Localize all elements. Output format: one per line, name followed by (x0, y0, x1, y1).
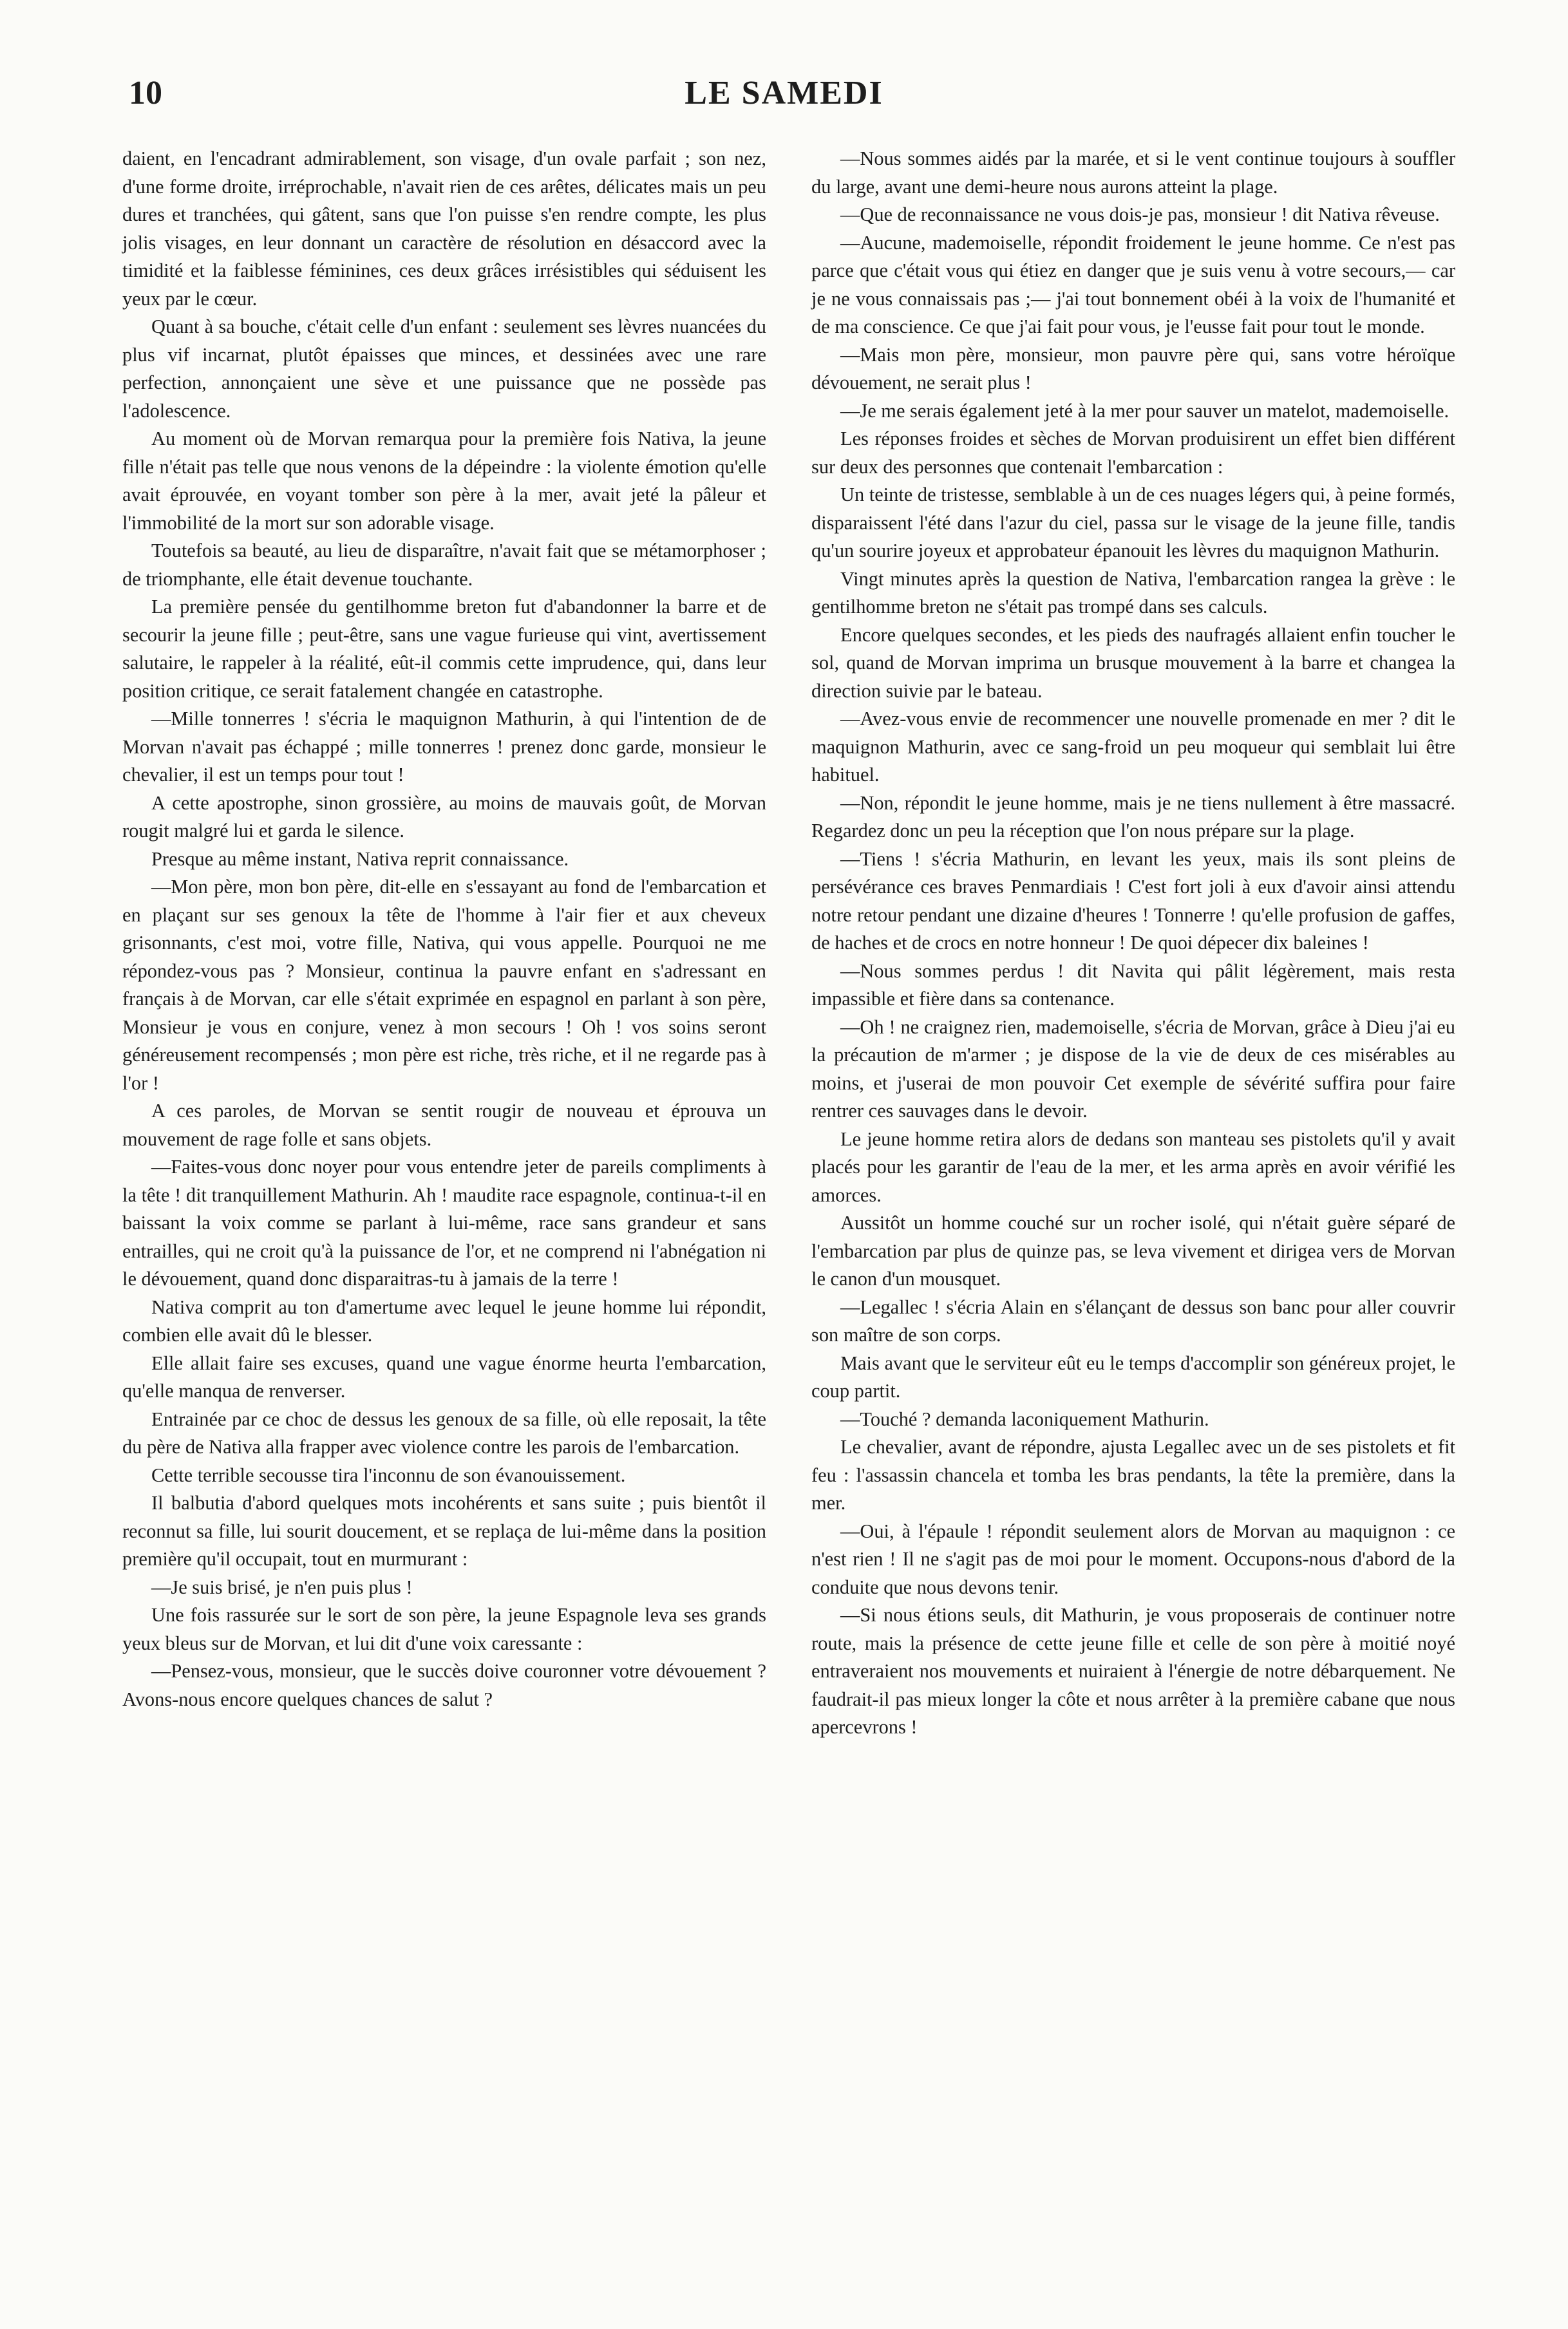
paragraph: —Non, répondit le jeune homme, mais je ne tiens nullement à être massacré. Regardez donc un peu la réception que l'on nous prépare sur la plage. (811, 791, 1455, 842)
paragraph: daient, en l'encadrant admirablement, son visage, d'un ovale parfait ; son nez, d'une forme droite, irréprochable, n'avait rien de ces arêtes, délicates mais un peu dures et tranchées, qui gâtent, sans que l'on puisse s'en rendre compte, les plus jolis visages, en leur donnant un caractère de résolution en désaccord avec la timidité et la faiblesse féminines, ces deux grâces irrésistibles qui séduisent les yeux par le cœur. (122, 147, 766, 310)
paragraph: La première pensée du gentilhomme breton fut d'abandonner la barre et de secourir la jeune fille ; peut-être, sans une vague furieuse qui vint, avertissement salutaire, le rappeler à la réalité, eût-il commis cette imprudence, qui, dans leur position critique, ce serait fatalement changée en catastrophe. (122, 596, 766, 702)
paragraph: —Pensez-vous, monsieur, que le succès doive couronner votre dévouement ? Avons-nous encore quelques chances de salut ? (122, 1660, 766, 1710)
paragraph: Presque au même instant, Nativa reprit connaissance. (151, 847, 569, 870)
paragraph: Les réponses froides et sèches de Morvan produisirent un effet bien différent sur deux des personnes que contenait l'embarcation : (811, 428, 1455, 478)
paragraph: —Que de reconnaissance ne vous dois-je pas, monsieur ! dit Nativa rêveuse. (840, 203, 1440, 225)
left-column (122, 145, 766, 1713)
paragraph: —Mais mon père, monsieur, mon pauvre père qui, sans votre héroïque dévouement, ne serait plus ! (811, 343, 1455, 393)
paragraph: Elle allait faire ses excuses, quand une vague énorme heurta l'embarcation, qu'elle manqua de renverser. (122, 1352, 766, 1402)
paragraph: —Faites-vous donc noyer pour vous entendre jeter de pareils compliments à la tête ! dit tranquillement Mathurin. Ah ! maudite race espagnole, continua-t-il en baissant la voix comme se parlant à lui-même, race sans grandeur et sans entrailles, qui ne croit qu'à la puissance de l'or, et ne comprend ni l'abnégation ni le dévouement, quand donc disparaitras-tu à jamais de la terre ! (122, 1156, 766, 1290)
paragraph: —Nous sommes aidés par la marée, et si le vent continue toujours à souffler du large, avant une demi-heure nous aurons atteint la plage. (811, 147, 1455, 198)
paragraph: —Mon père, mon bon père, dit-elle en s'essayant au fond de l'embarcation et en plaçant sur ses genoux la tête de l'homme à l'air fier et aux cheveux grisonnants, c'est moi, votre fille, Nativa, qui vous appelle. Pourquoi ne me répondez-vous pas ? Monsieur, continua la pauvre enfant en s'adressant en français à de Morvan, car elle s'était exprimée en espagnol en parlant à son père, Monsieur je vous en conjure, venez à mon secours ! Oh ! vos soins seront généreusement recompensés ; mon père est riche, très riche, et il ne regarde pas à l'or ! (122, 876, 766, 1094)
paragraph: Mais avant que le serviteur eût eu le temps d'accomplir son généreux projet, le coup partit. (811, 1352, 1455, 1402)
paragraph: Encore quelques secondes, et les pieds des naufragés allaient enfin toucher le sol, quand de Morvan imprima un brusque mouvement à la barre et changea la direction suivie par le bateau. (811, 623, 1455, 702)
page-header (0, 0, 1568, 167)
paragraph: —Aucune, mademoiselle, répondit froidement le jeune homme. Ce n'est pas parce que c'était vous qui étiez en danger que je suis venu à votre secours,— car je ne vous connaissais pas ;— j'ai tout bonnement obéi à la voix de l'humanité et de ma conscience. Ce que j'ai fait pour vous, je l'eusse fait pour tout le monde. (811, 231, 1455, 337)
running-title: LE SAMEDI (685, 75, 883, 111)
paragraph: —Touché ? demanda laconiquement Mathurin. (840, 1408, 1209, 1430)
right-column (811, 145, 1455, 1742)
paragraph: Une fois rassurée sur le sort de son père, la jeune Espagnole leva ses grands yeux bleus sur de Morvan, et lui dit d'une voix caressante : (122, 1604, 766, 1654)
paragraph: Aussitôt un homme couché sur un rocher isolé, qui n'était guère séparé de l'embarcation par plus de quinze pas, se leva vivement et dirigea vers de Morvan le canon d'un mousquet. (811, 1212, 1455, 1290)
paragraph: —Si nous étions seuls, dit Mathurin, je vous proposerais de continuer notre route, mais la présence de cette jeune fille et celle de son père à moitié noyé entraveraient nos mouvements et nuiraient à l'énergie de notre débarquement. Ne faudrait-il pas mieux longer la côte et nous arrêter à la première cabane que nous apercevrons ! (811, 1604, 1455, 1738)
paragraph: Au moment où de Morvan remarqua pour la première fois Nativa, la jeune fille n'était pas telle que nous venons de la dépeindre : la violente émotion qu'elle avait éprouvée, en voyant tomber son père à la mer, avait jeté la pâleur et l'immobilité de la mort sur son adorable visage. (122, 428, 766, 534)
paragraph: Vingt minutes après la question de Nativa, l'embarcation rangea la grève : le gentilhomme breton ne s'était pas trompé dans ses calculs. (811, 567, 1455, 618)
paragraph: Nativa comprit au ton d'amertume avec lequel le jeune homme lui répondit, combien elle avait dû le blesser. (122, 1296, 766, 1346)
paragraph: —Je me serais également jeté à la mer pour sauver un matelot, mademoiselle. (840, 399, 1450, 422)
paragraph: Cette terrible secousse tira l'inconnu de son évanouissement. (151, 1464, 626, 1486)
paragraph: Il balbutia d'abord quelques mots incohérents et sans suite ; puis bientôt il reconnut sa fille, lui sourit doucement, et se replaça de lui-même dans la position première qu'il occupait, tout en murmurant : (122, 1492, 766, 1570)
paragraph: Entrainée par ce choc de dessus les genoux de sa fille, où elle reposait, la tête du père de Nativa alla frapper avec violence contre les parois de l'embarcation. (122, 1408, 766, 1458)
paragraph: A cette apostrophe, sinon grossière, au moins de mauvais goût, de Morvan rougit malgré lui et garda le silence. (122, 791, 766, 842)
paragraph: —Mille tonnerres ! s'écria le maquignon Mathurin, à qui l'intention de de Morvan n'avait pas échappé ; mille tonnerres ! prenez donc garde, monsieur le chevalier, il est un temps pour tout ! (122, 708, 766, 786)
paragraph: —Nous sommes perdus ! dit Navita qui pâlit légèrement, mais resta impassible et fière dans sa contenance. (811, 959, 1455, 1010)
page-number: 10 (129, 75, 162, 111)
paragraph: Toutefois sa beauté, au lieu de disparaître, n'avait fait que se métamorphoser ; de triomphante, elle était devenue touchante. (122, 540, 766, 590)
paragraph: Le chevalier, avant de répondre, ajusta Legallec avec un de ses pistolets et fit feu : l'assassin chancela et tomba les bras pendants, la tête la première, dans la mer. (811, 1436, 1455, 1514)
paragraph: Quant à sa bouche, c'était celle d'un enfant : seulement ses lèvres nuancées du plus vif incarnat, plutôt épaisses que minces, et dessinées avec une rare perfection, annonçaient une sève et une puissance que ne possède pas l'adolescence. (122, 316, 766, 422)
paragraph: —Tiens ! s'écria Mathurin, en levant les yeux, mais ils sont pleins de persévérance ces braves Penmardiais ! C'est fort joli à eux d'avoir ainsi attendu notre retour pendant une dizaine d'heures ! Tonnerre ! qu'elle profusion de gaffes, de haches et de crocs en notre honneur ! De quoi dépecer dix baleines ! (811, 847, 1455, 954)
paragraph: —Oui, à l'épaule ! répondit seulement alors de Morvan au maquignon : ce n'est rien ! Il ne s'agit pas de moi pour le moment. Occupons-nous d'abord de la conduite que nous devons tenir. (811, 1520, 1455, 1598)
paragraph: —Je suis brisé, je n'en puis plus ! (151, 1576, 413, 1598)
paragraph: Le jeune homme retira alors de dedans son manteau ses pistolets qu'il y avait placés pour les garantir de l'eau de la mer, et les arma après en avoir vérifié les amorces. (811, 1127, 1455, 1206)
paragraph: —Avez-vous envie de recommencer une nouvelle promenade en mer ? dit le maquignon Mathurin, avec ce sang-froid un peu moqueur qui semblait lui être habituel. (811, 708, 1455, 786)
paragraph: Un teinte de tristesse, semblable à un de ces nuages légers qui, à peine formés, disparaissent l'été dans l'azur du ciel, passa sur le visage de la jeune fille, tandis qu'un sourire joyeux et approbateur épanouit les lèvres du maquignon Mathurin. (811, 484, 1455, 561)
paragraph: A ces paroles, de Morvan se sentit rougir de nouveau et éprouva un mouvement de rage folle et sans objets. (122, 1100, 766, 1150)
paragraph: —Oh ! ne craignez rien, mademoiselle, s'écria de Morvan, grâce à Dieu j'ai eu la précaution de m'armer ; je dispose de la vie de deux de ces misérables au moins, et j'userai de mon pouvoir Cet exemple de sévérité suffira pour faire rentrer ces sauvages dans le devoir. (811, 1015, 1455, 1122)
paragraph: —Legallec ! s'écria Alain en s'élançant de dessus son banc pour aller couvrir son maître de son corps. (811, 1296, 1455, 1346)
